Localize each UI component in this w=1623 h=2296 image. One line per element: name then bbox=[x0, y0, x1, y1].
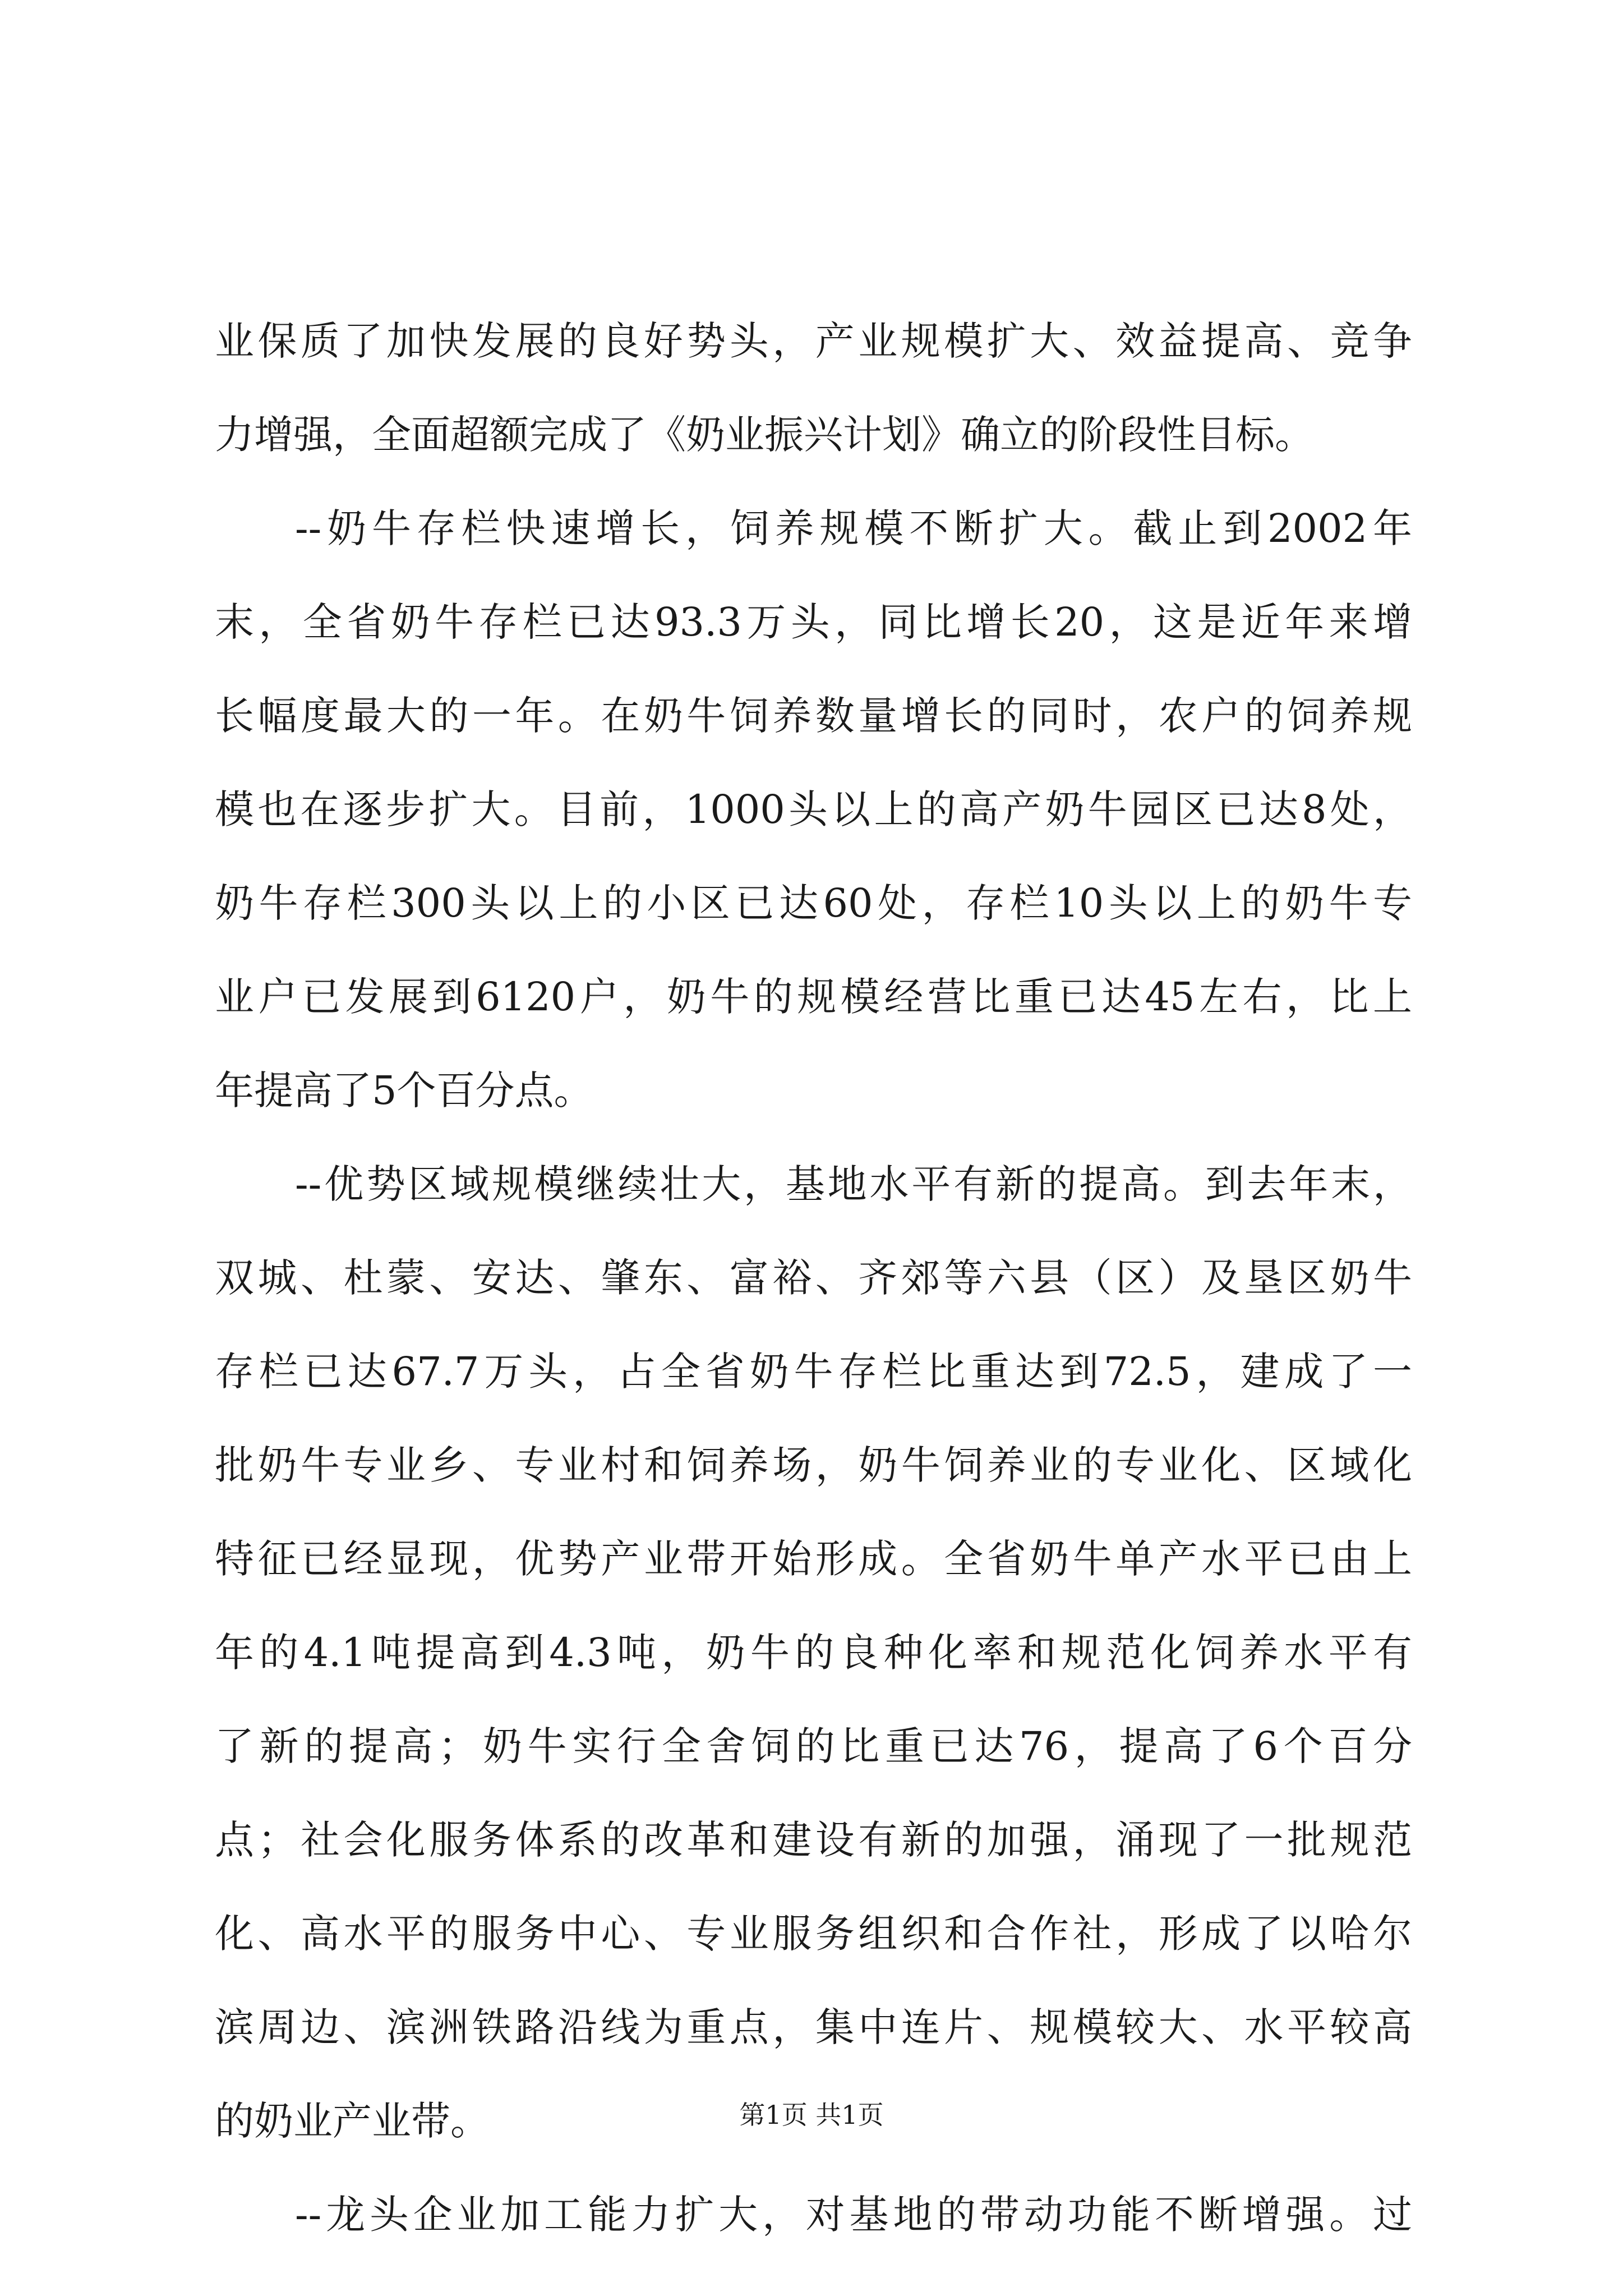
text-line: 末，全省奶牛存栏已达93.3万头，同比增长20，这是近年来增 bbox=[215, 599, 1412, 645]
text-line: 业户已发展到6120户，奶牛的规模经营比重已达45左右，比上 bbox=[215, 974, 1412, 1020]
text-line: 长幅度最大的一年。在奶牛饲养数量增长的同时，农户的饲养规 bbox=[215, 693, 1412, 739]
text-line: 业保质了加快发展的良好势头，产业规模扩大、效益提高、竞争 bbox=[215, 318, 1412, 364]
text-line: 点；社会化服务体系的改革和建设有新的加强，涌现了一批规范 bbox=[215, 1817, 1412, 1863]
paragraph-start-line: --奶牛存栏快速增长，饲养规模不断扩大。截止到2002年 bbox=[295, 505, 1412, 551]
paragraph-start-line: --龙头企业加工能力扩大，对基地的带动功能不断增强。过 bbox=[295, 2192, 1412, 2238]
text-line: 的奶业产业带。 bbox=[215, 2098, 490, 2144]
page-number-footer: 第1页 共1页 bbox=[739, 2100, 884, 2130]
text-line: 化、高水平的服务中心、专业服务组织和合作社，形成了以哈尔 bbox=[215, 1911, 1412, 1957]
text-line: 滨周边、滨洲铁路沿线为重点，集中连片、规模较大、水平较高 bbox=[215, 2004, 1412, 2050]
text-line: 了新的提高；奶牛实行全舍饲的比重已达76，提高了6个百分 bbox=[215, 1723, 1412, 1769]
text-line: 批奶牛专业乡、专业村和饲养场，奶牛饲养业的专业化、区域化 bbox=[215, 1442, 1412, 1488]
text-line: 双城、杜蒙、安达、肇东、富裕、齐郊等六县（区）及垦区奶牛 bbox=[215, 1255, 1412, 1301]
text-line: 存栏已达67.7万头，占全省奶牛存栏比重达到72.5，建成了一 bbox=[215, 1349, 1412, 1395]
text-line: 奶牛存栏300头以上的小区已达60处，存栏10头以上的奶牛专 bbox=[215, 880, 1412, 926]
text-line: 特征已经显现，优势产业带开始形成。全省奶牛单产水平已由上 bbox=[215, 1536, 1412, 1582]
text-line: 年的4.1吨提高到4.3吨，奶牛的良种化率和规范化饲养水平有 bbox=[215, 1630, 1412, 1676]
text-line: 模也在逐步扩大。目前，1000头以上的高产奶牛园区已达8处， bbox=[215, 786, 1412, 832]
text-line: 力增强，全面超额完成了《奶业振兴计划》确立的阶段性目标。 bbox=[215, 412, 1314, 458]
text-line: 年提高了5个百分点。 bbox=[215, 1068, 593, 1114]
body-text bbox=[215, 295, 1412, 2262]
paragraph-start-line: --优势区域规模继续壮大，基地水平有新的提高。到去年末， bbox=[295, 1161, 1412, 1207]
